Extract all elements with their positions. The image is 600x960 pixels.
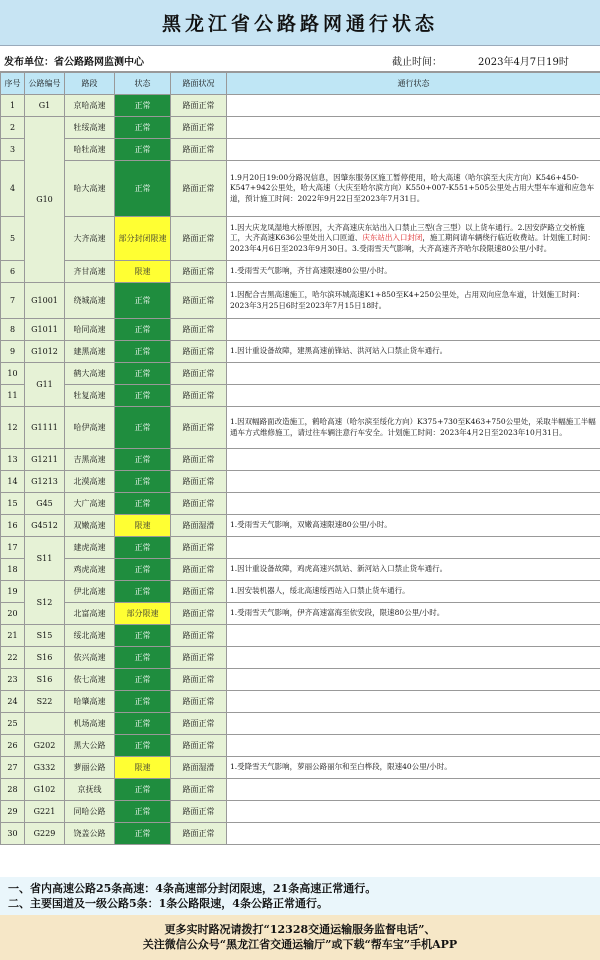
note-text: 1.因安装机器人，绥北高速绥西站入口禁止货车通行。: [230, 586, 410, 596]
publisher-text: 发布单位：省公路路网监测中心: [4, 57, 144, 68]
traffic-note: [227, 161, 600, 217]
table-row: [1, 407, 600, 449]
status-badge: 正常: [115, 161, 171, 217]
road-code: G332: [25, 757, 65, 779]
row-number: 3: [1, 139, 25, 161]
status-badge: 限速: [115, 515, 171, 537]
traffic-note: [227, 407, 600, 449]
table-row: [1, 625, 600, 647]
road-condition: 路面正常: [171, 449, 227, 471]
row-number: 22: [1, 647, 25, 669]
table-row: [1, 283, 600, 319]
traffic-note: [227, 341, 600, 363]
row-number: 9: [1, 341, 25, 363]
note-text: 1.受雨雪天气影响，伊齐高速富海至依安段，限速80公里/小时。: [230, 608, 445, 618]
traffic-note: [227, 559, 600, 581]
table-row: [1, 779, 600, 801]
row-number: 2: [1, 117, 25, 139]
traffic-note: [227, 449, 600, 471]
road-code: G1001: [25, 283, 65, 319]
status-badge: 正常: [115, 713, 171, 735]
table-header-row: [1, 73, 600, 95]
road-condition: 路面正常: [171, 823, 227, 845]
road-condition: 路面正常: [171, 161, 227, 217]
road-condition: 路面正常: [171, 95, 227, 117]
road-name: 鹤大高速: [65, 363, 115, 385]
contact-line-1: 更多实时路况请拨打“12328交通运输服务监督电话”、: [164, 923, 436, 936]
note-text: 1.9月20日19:00分路况信息，因肇东服务区施工暂停使用，哈大高速（哈尔滨至大庆方向）K546+450-K547+942公里处，哈大高速（大庆至哈尔滨方向）K550+007-K551+505公里处占用大型车车道和应急车道，预计施工时间：2022年9月22日至2023年7月31日。: [230, 173, 595, 203]
table-row: [1, 713, 600, 735]
traffic-note: [227, 625, 600, 647]
road-code: G45: [25, 493, 65, 515]
row-number: 12: [1, 407, 25, 449]
road-condition: 路面湿滑: [171, 757, 227, 779]
status-badge: 限速: [115, 757, 171, 779]
row-number: 6: [1, 261, 25, 283]
cutoff-label: 截止时间：: [392, 57, 442, 68]
header-status: 状态: [115, 73, 171, 95]
row-number: 26: [1, 735, 25, 757]
road-condition: 路面正常: [171, 471, 227, 493]
road-condition: 路面正常: [171, 669, 227, 691]
note-text: 1.因双幅路面改造施工，鹤哈高速（哈尔滨至绥化方向）K375+730至K463+750公里处，采取半幅施工半幅通车方式维修施工，请过往车辆注意行车安全。计划施工时间：2023年4月2日至2023年10月31日。: [230, 417, 596, 437]
road-code: G10: [25, 117, 65, 283]
road-condition: 路面正常: [171, 537, 227, 559]
status-badge: 正常: [115, 283, 171, 319]
status-badge: 正常: [115, 669, 171, 691]
road-condition: 路面湿滑: [171, 515, 227, 537]
road-condition: 路面正常: [171, 581, 227, 603]
row-number: 30: [1, 823, 25, 845]
road-code: G202: [25, 735, 65, 757]
table-row: [1, 117, 600, 139]
row-number: 27: [1, 757, 25, 779]
summary-line-2: 二、主要国道及一级公路5条：1条公路限速，4条公路正常通行。: [8, 897, 328, 910]
road-condition: 路面正常: [171, 779, 227, 801]
table-row: [1, 161, 600, 217]
road-name: 绥北高速: [65, 625, 115, 647]
road-code: S12: [25, 581, 65, 625]
traffic-note: [227, 779, 600, 801]
note-text: 1.受雨雪天气影响，齐甘高速限速80公里/小时。: [230, 266, 392, 276]
status-badge: 正常: [115, 407, 171, 449]
road-code: S15: [25, 625, 65, 647]
traffic-note: [227, 669, 600, 691]
road-condition: 路面正常: [171, 319, 227, 341]
road-code: G102: [25, 779, 65, 801]
road-condition: 路面正常: [171, 647, 227, 669]
row-number: 16: [1, 515, 25, 537]
table-row: [1, 319, 600, 341]
status-badge: 正常: [115, 139, 171, 161]
row-number: 18: [1, 559, 25, 581]
road-code: S16: [25, 647, 65, 669]
road-name: 牡复高速: [65, 385, 115, 407]
row-number: 10: [1, 363, 25, 385]
traffic-note: [227, 117, 600, 139]
road-name: 哈肇高速: [65, 691, 115, 713]
status-badge: 正常: [115, 319, 171, 341]
road-code: G1213: [25, 471, 65, 493]
road-name: 建虎高速: [65, 537, 115, 559]
row-number: 11: [1, 385, 25, 407]
table-row: [1, 823, 600, 845]
traffic-note: [227, 139, 600, 161]
table-row: [1, 691, 600, 713]
table-row: [1, 363, 600, 385]
table-row: [1, 471, 600, 493]
road-condition: 路面正常: [171, 493, 227, 515]
road-code: [25, 713, 65, 735]
traffic-note: [227, 493, 600, 515]
road-condition: 路面正常: [171, 139, 227, 161]
row-number: 14: [1, 471, 25, 493]
summary-line-1: 一、省内高速公路25条高速：4条高速部分封闭限速，21条高速正常通行。: [8, 882, 377, 895]
road-condition: 路面正常: [171, 625, 227, 647]
status-badge: 部分限速: [115, 603, 171, 625]
road-condition: 路面正常: [171, 407, 227, 449]
road-name: 吉黑高速: [65, 449, 115, 471]
road-condition: 路面正常: [171, 217, 227, 261]
road-name: 依兴高速: [65, 647, 115, 669]
status-badge: 正常: [115, 493, 171, 515]
status-badge: 正常: [115, 95, 171, 117]
status-badge: 正常: [115, 559, 171, 581]
traffic-note: [227, 603, 600, 625]
table-row: [1, 341, 600, 363]
road-name: 饶盖公路: [65, 823, 115, 845]
road-condition: 路面正常: [171, 341, 227, 363]
traffic-note: [227, 647, 600, 669]
road-name: 黑大公路: [65, 735, 115, 757]
traffic-note: [227, 217, 600, 261]
road-code: S11: [25, 537, 65, 581]
row-number: 8: [1, 319, 25, 341]
traffic-note: [227, 319, 600, 341]
note-text: 1.因大庆龙凤湿地大桥原因，大齐高速庆东站出入口禁止三型(含三型）以上货车通行。2.因安萨路立交桥施工，大齐高速K636公里处出入口匝道、: [230, 223, 585, 243]
table-row: [1, 449, 600, 471]
road-condition: 路面正常: [171, 603, 227, 625]
row-number: 4: [1, 161, 25, 217]
traffic-note: [227, 363, 600, 385]
traffic-note: [227, 757, 600, 779]
traffic-note: [227, 95, 600, 117]
status-badge: 正常: [115, 385, 171, 407]
note-closure-highlight: 庆东站出入口封闭: [362, 233, 423, 243]
row-number: 25: [1, 713, 25, 735]
road-name: 北富高速: [65, 603, 115, 625]
row-number: 21: [1, 625, 25, 647]
table-row: [1, 515, 600, 537]
road-name: 大齐高速: [65, 217, 115, 261]
header-note: 通行状态: [227, 73, 600, 95]
road-condition: 路面正常: [171, 559, 227, 581]
table-row: [1, 385, 600, 407]
info-bar: [0, 46, 600, 72]
status-badge: 正常: [115, 581, 171, 603]
road-code: G1011: [25, 319, 65, 341]
row-number: 19: [1, 581, 25, 603]
road-condition: 路面正常: [171, 363, 227, 385]
road-name: 哈大高速: [65, 161, 115, 217]
traffic-note: [227, 537, 600, 559]
row-number: 23: [1, 669, 25, 691]
table-row: [1, 801, 600, 823]
status-badge: 正常: [115, 341, 171, 363]
road-name: 大广高速: [65, 493, 115, 515]
header-num: 序号: [1, 73, 25, 95]
header-name: 路段: [65, 73, 115, 95]
road-condition: 路面正常: [171, 801, 227, 823]
status-badge: 正常: [115, 691, 171, 713]
row-number: 20: [1, 603, 25, 625]
row-number: 1: [1, 95, 25, 117]
contact-line-2: 关注微信公众号“黑龙江省交通运输厅”或下载“帮车宝”手机APP: [142, 938, 458, 951]
traffic-note: [227, 713, 600, 735]
road-name: 京抚线: [65, 779, 115, 801]
table-row: [1, 603, 600, 625]
status-badge: 正常: [115, 735, 171, 757]
traffic-note: [227, 471, 600, 493]
row-number: 5: [1, 217, 25, 261]
status-badge: 正常: [115, 625, 171, 647]
row-number: 28: [1, 779, 25, 801]
status-badge: 正常: [115, 779, 171, 801]
road-name: 鸡虎高速: [65, 559, 115, 581]
traffic-note: [227, 581, 600, 603]
road-name: 伊北高速: [65, 581, 115, 603]
road-name: 牡绥高速: [65, 117, 115, 139]
road-code: G1: [25, 95, 65, 117]
table-row: [1, 669, 600, 691]
road-code: G4512: [25, 515, 65, 537]
note-text: 1.受降雪天气影响，萝丽公路丽尔和至白桦段，限速40公里/小时。: [230, 762, 452, 772]
traffic-note: [227, 823, 600, 845]
road-name: 双嫩高速: [65, 515, 115, 537]
road-name: 绕城高速: [65, 283, 115, 319]
road-condition: 路面正常: [171, 691, 227, 713]
road-name: 齐甘高速: [65, 261, 115, 283]
road-name: 依七高速: [65, 669, 115, 691]
note-text-after: ，施工期间请车辆绕行临近收费站。计划施工时间：2023年4月6日至2023年9月30日。3.受雨雪天气影响，大齐高速齐齐哈尔段限速80公里/小时。: [230, 233, 595, 253]
page-title: 黑龙江省公路路网通行状态: [0, 0, 600, 46]
note-text: 1.受雨雪天气影响，双嫩高速限速80公里/小时。: [230, 520, 392, 530]
cutoff-time: 2023年4月7日19时: [478, 57, 569, 68]
road-condition: 路面正常: [171, 385, 227, 407]
table-row: [1, 139, 600, 161]
traffic-note: [227, 735, 600, 757]
contact-banner: [0, 915, 600, 960]
road-code: S22: [25, 691, 65, 713]
road-name: 萝丽公路: [65, 757, 115, 779]
table-row: [1, 735, 600, 757]
header-road: 公路编号: [25, 73, 65, 95]
road-condition: 路面正常: [171, 117, 227, 139]
road-code: G229: [25, 823, 65, 845]
row-number: 15: [1, 493, 25, 515]
row-number: 24: [1, 691, 25, 713]
traffic-note: [227, 283, 600, 319]
table-row: [1, 647, 600, 669]
road-name: 京哈高速: [65, 95, 115, 117]
status-badge: 正常: [115, 823, 171, 845]
row-number: 13: [1, 449, 25, 471]
note-text: 1.因计重设备故障，鸡虎高速兴凯站、新河站入口禁止货车通行。: [230, 564, 448, 574]
traffic-note: [227, 385, 600, 407]
road-name: 同哈公路: [65, 801, 115, 823]
road-name: 建黑高速: [65, 341, 115, 363]
road-condition: 路面正常: [171, 713, 227, 735]
road-code: G11: [25, 363, 65, 407]
traffic-note: [227, 515, 600, 537]
table-row: [1, 261, 600, 283]
traffic-note: [227, 691, 600, 713]
traffic-note: [227, 261, 600, 283]
status-badge: 正常: [115, 801, 171, 823]
road-name: 哈同高速: [65, 319, 115, 341]
road-condition: 路面正常: [171, 735, 227, 757]
road-name: 机场高速: [65, 713, 115, 735]
row-number: 17: [1, 537, 25, 559]
traffic-note: [227, 801, 600, 823]
status-badge: 限速: [115, 261, 171, 283]
table-row: [1, 493, 600, 515]
note-text: 1.因配合吉黑高速施工，哈尔滨环城高速K1+850至K4+250公里处，占用双向应急车道，计划施工时间：2023年3月25日6时至2023年7月15日18时。: [230, 290, 585, 310]
note-text: 1.因计重设备故障，建黑高速前锋站、洪河站入口禁止货车通行。: [230, 346, 448, 356]
road-code: G1012: [25, 341, 65, 363]
road-name: 哈牡高速: [65, 139, 115, 161]
road-condition: 路面正常: [171, 261, 227, 283]
status-badge: 正常: [115, 537, 171, 559]
header-cond: 路面状况: [171, 73, 227, 95]
summary-box: [0, 877, 600, 915]
road-code: G221: [25, 801, 65, 823]
road-condition: 路面正常: [171, 283, 227, 319]
table-row: [1, 217, 600, 261]
status-badge: 正常: [115, 471, 171, 493]
status-badge: 正常: [115, 647, 171, 669]
road-status-table: [0, 72, 600, 845]
row-number: 7: [1, 283, 25, 319]
table-row: [1, 95, 600, 117]
row-number: 29: [1, 801, 25, 823]
road-code: G1211: [25, 449, 65, 471]
table-row: [1, 581, 600, 603]
road-name: 哈伊高速: [65, 407, 115, 449]
status-badge: 正常: [115, 363, 171, 385]
table-row: [1, 537, 600, 559]
table-row: [1, 559, 600, 581]
road-code: S16: [25, 669, 65, 691]
table-row: [1, 757, 600, 779]
status-badge: 正常: [115, 117, 171, 139]
status-badge: 正常: [115, 449, 171, 471]
road-name: 北漠高速: [65, 471, 115, 493]
status-badge: 部分封闭限速: [115, 217, 171, 261]
road-code: G1111: [25, 407, 65, 449]
